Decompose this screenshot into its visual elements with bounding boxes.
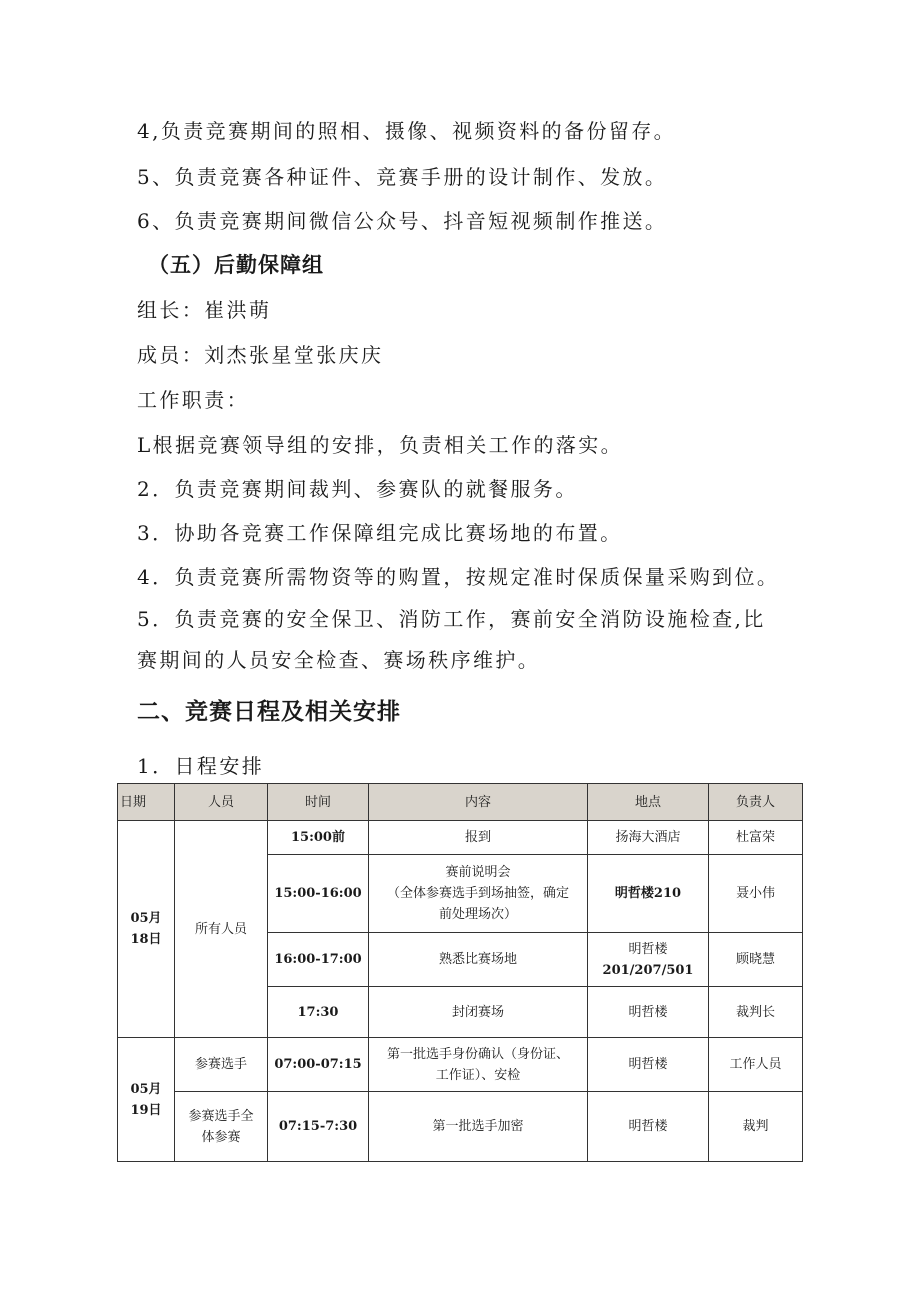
place-cell — [588, 855, 709, 933]
content-line: 第一批选手身份确认（身份证、 — [386, 1046, 569, 1062]
table-row — [118, 1038, 803, 1092]
section5-duty-2: 2．负责竞赛期间裁判、参赛队的就餐服务。 — [137, 477, 578, 501]
place-line: 明哲楼210 — [614, 886, 682, 901]
place-line: 扬海大酒店 — [615, 830, 681, 845]
place-line: 明哲楼 — [628, 1057, 668, 1072]
place-cell — [588, 987, 709, 1038]
content-line: （全体参赛选手到场抽签，确定 — [386, 886, 569, 901]
content-cell — [369, 987, 588, 1038]
time-cell: 17:30 — [268, 987, 369, 1038]
owner-cell: 裁判长 — [709, 987, 803, 1038]
owner-cell: 聂小伟 — [709, 855, 803, 933]
duty-line-6: 6、负责竞赛期间微信公众号、抖音短视频制作推送。 — [137, 209, 668, 233]
section5-members: 成员：刘杰张星堂张庆庆 — [137, 343, 384, 367]
day2-date-month: 05月 — [130, 1081, 162, 1097]
section5-duty-1: L根据竞赛领导组的安排，负责相关工作的落实。 — [137, 433, 624, 457]
place-cell — [588, 1038, 709, 1092]
content-line: 工作证）、安检 — [435, 1067, 521, 1083]
content-cell — [369, 1092, 588, 1162]
content-line: 报到 — [464, 830, 491, 845]
content-line: 第一批选手加密 — [432, 1119, 524, 1134]
content-cell — [369, 1038, 588, 1092]
people-line: 参赛选手 — [194, 1057, 247, 1072]
header-place: 地点 — [588, 784, 709, 821]
duty-line-4: 4,负责竞赛期间的照相、摄像、视频资料的备份留存。 — [137, 119, 677, 143]
header-people: 人员 — [175, 784, 268, 821]
place-cell — [588, 821, 709, 855]
place-cell — [588, 1092, 709, 1162]
people-cell — [175, 1038, 268, 1092]
content-line: 熟悉比赛场地 — [438, 952, 517, 967]
people-line: 体参赛 — [201, 1129, 241, 1145]
section5-duty-4: 4．负责竞赛所需物资等的购置，按规定准时保质保量采购到位。 — [137, 565, 780, 589]
time-cell: 16:00-17:00 — [268, 933, 369, 987]
day1-date — [118, 821, 175, 1038]
time-cell: 15:00-16:00 — [268, 855, 369, 933]
place-line: 明哲楼 — [628, 941, 668, 957]
duty-line-5: 5、负责竞赛各种证件、竞赛手册的设计制作、发放。 — [137, 165, 668, 189]
day1-people: 所有人员 — [175, 821, 268, 1038]
table-header-row — [118, 784, 803, 821]
time-cell: 07:00-07:15 — [268, 1038, 369, 1092]
header-content: 内容 — [369, 784, 588, 821]
time-cell: 15:00前 — [268, 821, 369, 855]
day2-date — [118, 1038, 175, 1162]
content-line: 赛前说明会 — [445, 865, 511, 880]
schedule-subtitle: 1．日程安排 — [137, 754, 265, 778]
table-row — [118, 821, 803, 855]
header-owner: 负责人 — [709, 784, 803, 821]
section5-duty-5: 5．负责竞赛的安全保卫、消防工作，赛前安全消防设施检查,比 — [137, 607, 766, 631]
content-line: 封闭赛场 — [451, 1004, 504, 1020]
day1-date-month: 05月 — [130, 911, 162, 926]
owner-cell: 杜富荣 — [709, 821, 803, 855]
header-time: 时间 — [268, 784, 369, 821]
time-cell: 07:15-7:30 — [268, 1092, 369, 1162]
owner-cell: 工作人员 — [709, 1038, 803, 1092]
people-cell — [175, 1092, 268, 1162]
section5-duty-3: 3．协助各竞赛工作保障组完成比赛场地的布置。 — [137, 521, 623, 545]
schedule-table — [117, 783, 803, 1162]
place-line: 201/207/501 — [602, 962, 694, 978]
section2-title: 二、竞赛日程及相关安排 — [137, 699, 401, 725]
people-line: 参赛选手全 — [188, 1108, 254, 1124]
day2-date-day: 19日 — [130, 1102, 162, 1118]
section5-duty-5-cont: 赛期间的人员安全检查、赛场秩序维护。 — [137, 648, 541, 672]
owner-cell: 顾晓慧 — [709, 933, 803, 987]
section5-leader: 组长：崔洪萌 — [137, 298, 272, 322]
owner-cell: 裁判 — [709, 1092, 803, 1162]
place-line: 明哲楼 — [628, 1119, 668, 1134]
table-row — [118, 1092, 803, 1162]
place-line: 明哲楼 — [628, 1004, 668, 1020]
header-date: 日期 — [118, 784, 175, 821]
content-cell — [369, 821, 588, 855]
content-line: 前处理场次） — [438, 907, 517, 922]
content-cell — [369, 933, 588, 987]
place-cell — [588, 933, 709, 987]
day1-date-day: 18日 — [130, 932, 162, 947]
content-cell — [369, 855, 588, 933]
section5-title: （五）后勤保障组 — [148, 253, 324, 277]
section5-duties-label: 工作职责： — [137, 388, 249, 412]
